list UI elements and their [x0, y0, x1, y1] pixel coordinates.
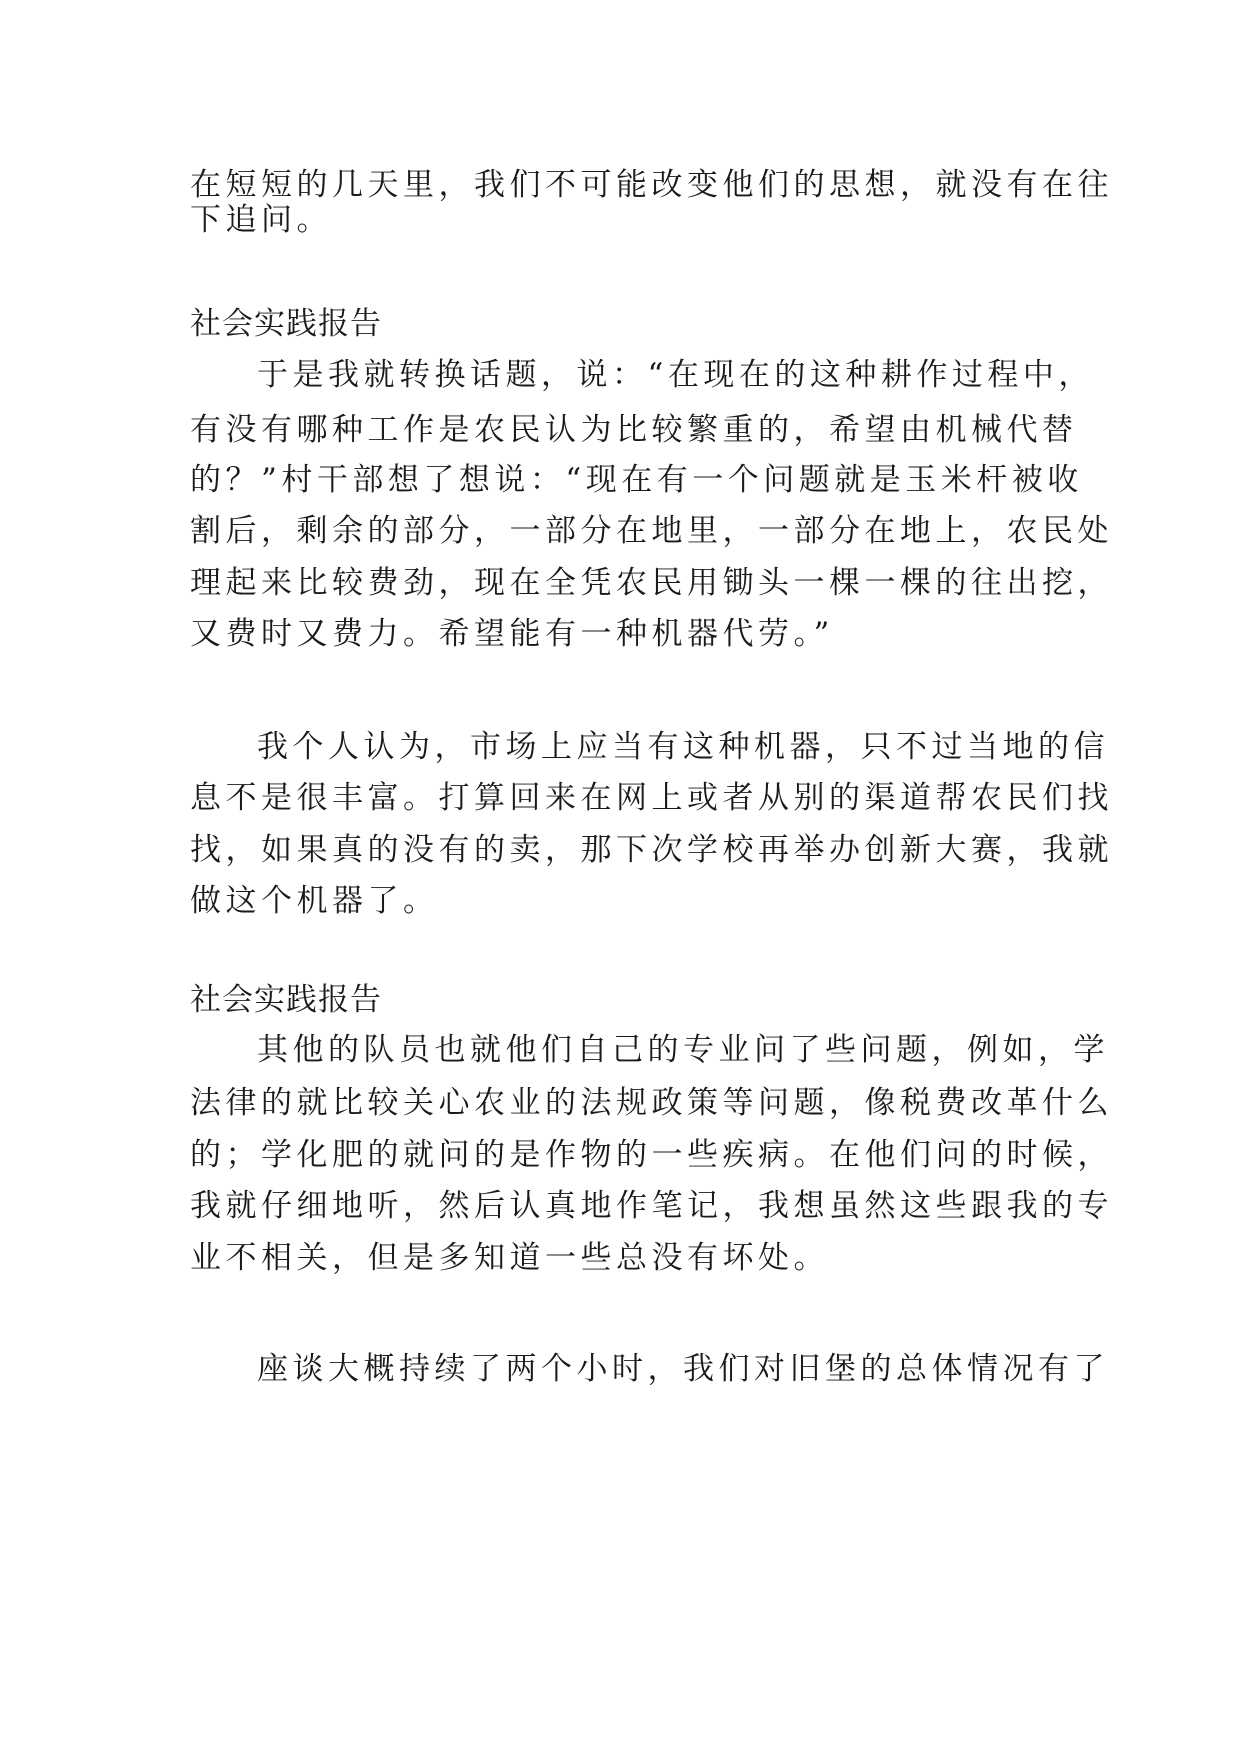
section-heading: 社会实践报告: [190, 982, 382, 1018]
paragraph-line: 割后，剩余的部分，一部分在地里，一部分在地上，农民处: [190, 513, 1113, 549]
section-heading: 社会实践报告: [190, 306, 382, 342]
paragraph-line: 又费时又费力。希望能有一种机器代劳。”: [190, 616, 834, 652]
paragraph-line: 的？”村干部想了想说：“现在有一个问题就是玉米杆被收: [190, 462, 1083, 498]
paragraph-line: 业不相关，但是多知道一些总没有坏处。: [190, 1240, 829, 1276]
paragraph-line: 做这个机器了。: [190, 883, 439, 919]
paragraph-line: 有没有哪种工作是农民认为比较繁重的，希望由机械代替: [190, 412, 1078, 448]
paragraph-line: 下追问。: [190, 202, 332, 238]
paragraph-line: 法律的就比较关心农业的法规政策等问题，像税费改革什么: [190, 1085, 1113, 1121]
paragraph-line: 座谈大概持续了两个小时，我们对旧堡的总体情况有了: [257, 1351, 1109, 1387]
paragraph-line: 其他的队员也就他们自己的专业问了些问题，例如，学: [257, 1032, 1109, 1068]
paragraph-line: 息不是很丰富。打算回来在网上或者从别的渠道帮农民们找: [190, 780, 1113, 816]
paragraph-line: 我就仔细地听，然后认真地作笔记，我想虽然这些跟我的专: [190, 1188, 1113, 1224]
paragraph-line: 我个人认为，市场上应当有这种机器，只不过当地的信: [257, 729, 1109, 765]
paragraph-line: 于是我就转换话题，说：“在现在的这种耕作过程中，: [257, 357, 1094, 393]
paragraph-line: 理起来比较费劲，现在全凭农民用锄头一棵一棵的往出挖，: [190, 565, 1113, 601]
paragraph-line: 的；学化肥的就问的是作物的一些疾病。在他们问的时候，: [190, 1137, 1113, 1173]
paragraph-line: 找，如果真的没有的卖，那下次学校再举办创新大赛，我就: [190, 832, 1113, 868]
paragraph-line: 在短短的几天里，我们不可能改变他们的思想，就没有在往: [190, 167, 1113, 203]
